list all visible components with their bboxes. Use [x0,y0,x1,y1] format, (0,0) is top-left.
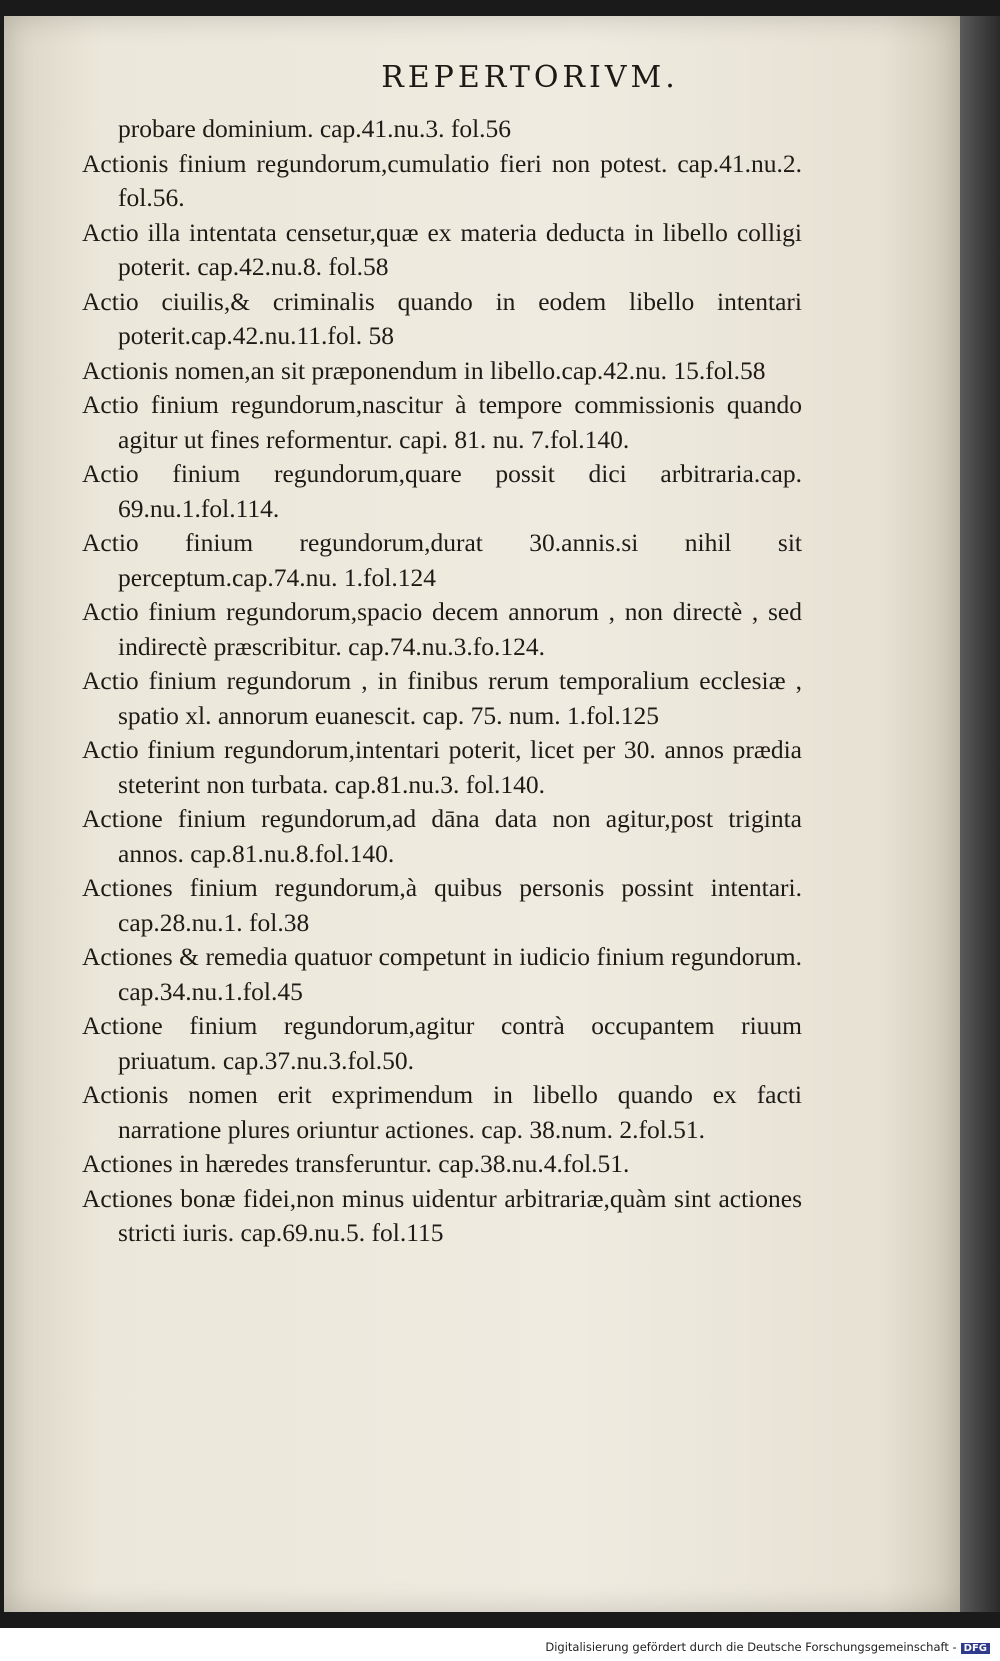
index-entry: Actio finium regundorum,intentari poterit, licet per 30. annos prædia steterint non turbata. cap.81.nu.3. fol.140. [82,735,802,799]
index-entry: Actio ciuilis,& criminalis quando in eodem libello intentari poterit.cap.42.nu.11.fol. 58 [82,286,802,350]
index-entry: Actione finium regundorum,ad dāna data non agitur,post triginta annos. cap.81.nu.8.fol.140. [82,804,802,868]
index-entry: Actio finium regundorum , in finibus rerum temporalium ecclesiæ , spatio xl. annorum euanescit. cap. 75. num. 1.fol.125 [82,666,802,730]
index-entry: Actionis nomen erit exprimendum in libello quando ex facti narratione plures oriuntur actiones. cap. 38.num. 2.fol.51. [82,1080,802,1144]
continuation-line: probare dominium. cap.41.nu.3. fol.56 [118,114,512,143]
index-entry: Actiones finium regundorum,à quibus personis possint intentari. cap.28.nu.1. fol.38 [82,873,802,937]
index-entry: Actio finium regundorum,durat 30.annis.si nihil sit perceptum.cap.74.nu. 1.fol.124 [82,528,802,592]
index-entry: Actio illa intentata censetur,quæ ex materia deducta in libello colligi poterit. cap.42.nu.8. fol.58 [82,217,802,281]
index-entry: Actiones in hæredes transferuntur. cap.38.nu.4.fol.51. [82,1149,630,1178]
index-entry: Actiones bonæ fidei,non minus uidentur arbitrariæ,quàm sint actiones stricti iuris. cap.69.nu.5. fol.115 [82,1183,802,1247]
index-entry: Actio finium regundorum,nascitur à tempore commissionis quando agitur ut fines reformentur. capi. 81. nu. 7.fol.140. [82,390,802,454]
index-entry: Actiones & remedia quatuor competunt in iudicio finium regundorum. cap.34.nu.1.fol.45 [82,942,802,1006]
index-entries [82,112,802,1251]
index-entry: Actionis finium regundorum,cumulatio fieri non potest. cap.41.nu.2. fol.56. [82,148,802,212]
index-entry: Actio finium regundorum,quare possit dici arbitraria.cap. 69.nu.1.fol.114. [82,459,802,523]
dfg-logo: DFG [961,1643,990,1654]
index-entry: Actionis nomen,an sit præponendum in libello.cap.42.nu. 15.fol.58 [82,355,766,385]
page-gutter [960,16,1000,1612]
footer-text: Digitalisierung gefördert durch die Deutsche Forschungsgemeinschaft - [545,1640,957,1654]
footer-credit [0,1640,990,1654]
index-entry: Actione finium regundorum,agitur contrà occupantem riuum priuatum. cap.37.nu.3.fol.50. [82,1011,802,1075]
index-entry: Actio finium regundorum,spacio decem annorum , non directè , sed indirectè præscribitur. cap.74.nu.3.fo.124. [82,597,802,661]
running-header: REPERTORIVM. [381,60,679,95]
